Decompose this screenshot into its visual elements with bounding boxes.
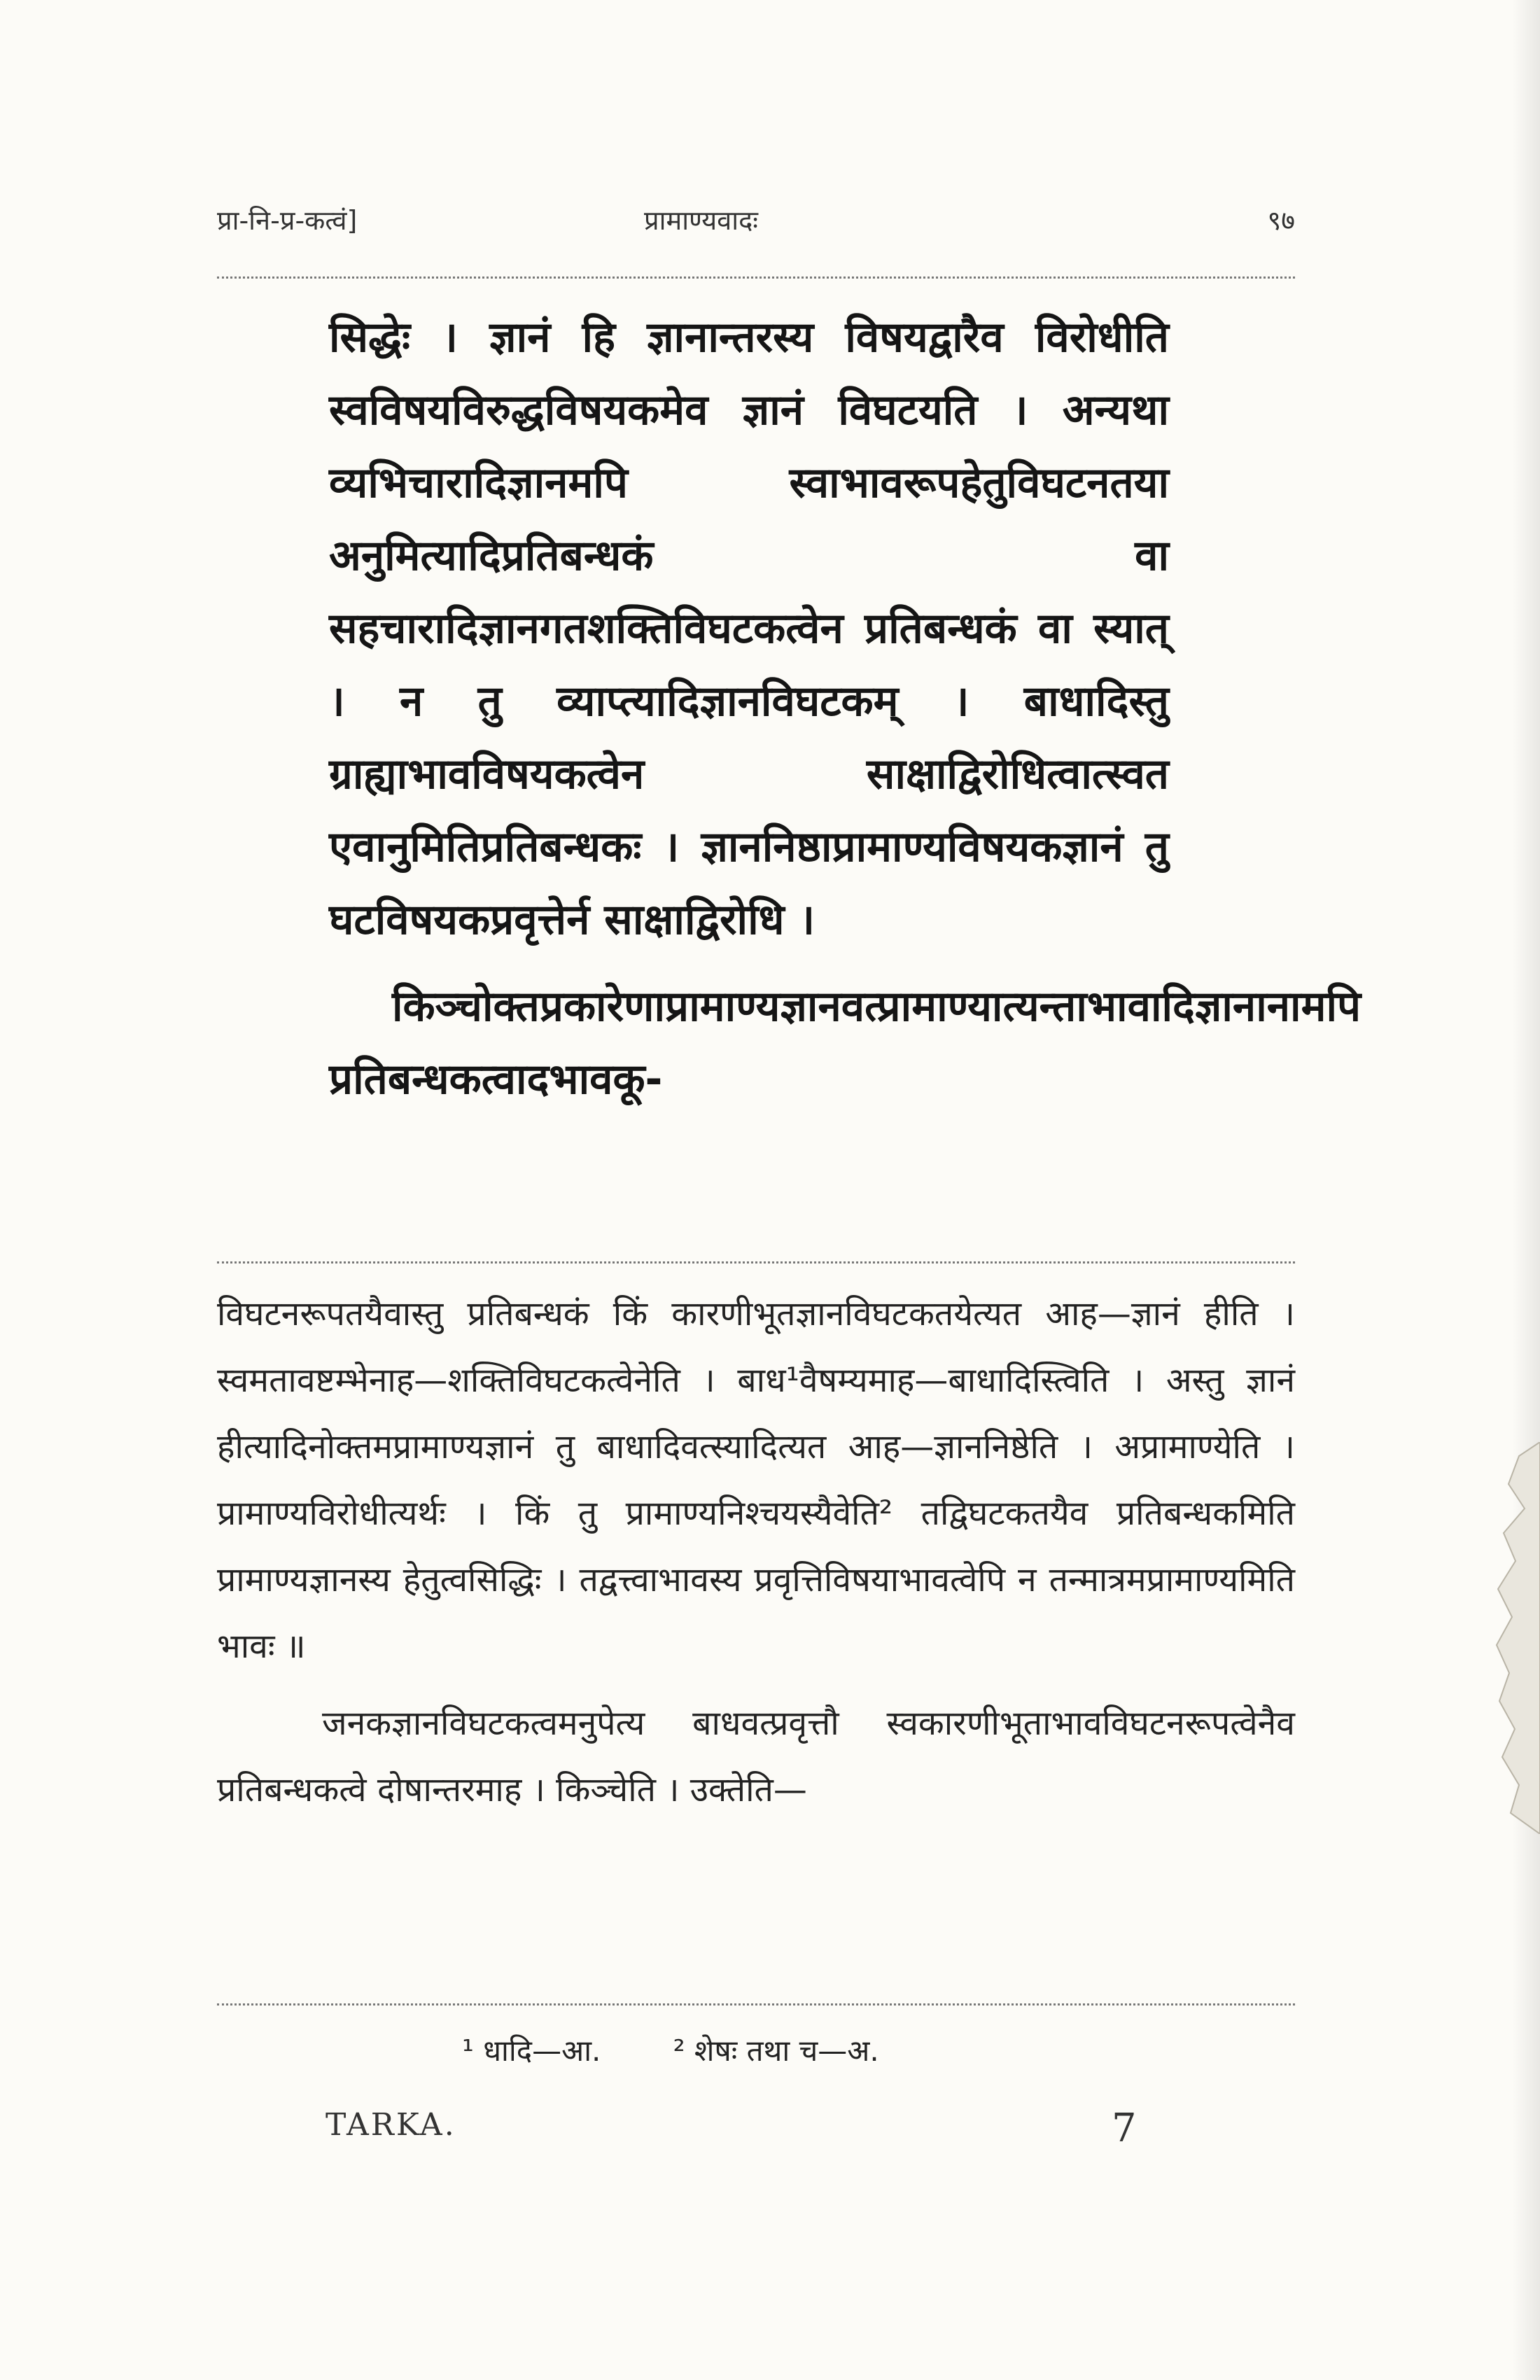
- main-text: [329, 301, 1362, 1116]
- commentary-rule: [217, 1261, 1295, 1264]
- footnote: ¹ धादि—आ.: [462, 2033, 601, 2068]
- footnotes: [462, 2030, 1092, 2070]
- page-edge-shadow: [1512, 0, 1540, 2380]
- signature-mark: TARKA.: [326, 2107, 456, 2143]
- commentary-paragraph: विघटनरूपतयैवास्तु प्रतिबन्धकं किं कारणीभूतज्ञानविघटकतयेत्यत आह—ज्ञानं हीति । स्वमतावष्टम्भेनाह—शक्तिविघटकत्वेनेति । बाध¹वैषम्यमाह—बाधादिस्त्विति । अस्तु ज्ञानं हीत्यादिनोक्तमप्रामाण्यज्ञानं तु बाधादिवत्स्यादित्यत आह—ज्ञाननिष्ठेति । अप्रामाण्येति । प्रामाण्यविरोधीत्यर्थः । किं तु प्रामाण्यनिश्चयस्यैवेति² तद्विघटकतयैव प्रतिबन्धकमिति प्रामाण्यज्ञानस्य हेतुत्वसिद्धिः । तद्वत्त्वाभावस्य प्रवृत्तिविषयाभावत्वेपि न तन्मात्रमप्रामाण्यमिति भावः ॥: [217, 1294, 1295, 1666]
- main-paragraph: सिद्धेः । ज्ञानं हि ज्ञानान्तरस्य विषयद्वारैव विरोधीति स्वविषयविरुद्धविषयकमेव ज्ञानं विघटयति । अन्यथा व्यभिचारादिज्ञानमपि स्वाभावरूपहेतुविघटनतया अनुमित्यादिप्रतिबन्धकं वा सहचारादिज्ञानगतशक्तिविघटकत्वेन प्रतिबन्धकं वा स्यात् । न तु व्याप्त्यादिज्ञानविघटकम् । बाधादिस्तु ग्राह्याभावविषयकत्वेन साक्षाद्विरोधित्वात्स्वत एवानुमितिप्रतिबन्धकः । ज्ञाननिष्ठाप्रामाण्यविषयकज्ञानं तु घटविषयकप्रवृत्तेर्न साक्षाद्विरोधि ।: [329, 313, 1169, 944]
- page-number: ९७: [1267, 205, 1295, 236]
- torn-edge-decoration: [1442, 1442, 1540, 1834]
- header-rule: [217, 276, 1295, 279]
- running-head: [217, 202, 1295, 251]
- main-paragraph: किञ्चोक्तप्रकारेणाप्रामाण्यज्ञानवत्प्रामाण्यात्यन्ताभावादिज्ञानानामपि प्रतिबन्धकत्वादभावकू-: [329, 982, 1362, 1104]
- footnote: ² शेषः तथा च—अ.: [673, 2033, 879, 2068]
- section-marker: प्रा-नि-प्र-कत्वं]: [217, 205, 358, 236]
- chapter-title: प्रामाण्यवादः: [644, 205, 758, 236]
- folio-number: 7: [1112, 2106, 1137, 2151]
- footnote-rule: [217, 2003, 1295, 2005]
- commentary-text: [217, 1281, 1295, 1823]
- commentary-paragraph: जनकज्ञानविघटकत्वमनुपेत्य बाधवत्प्रवृत्तौ स्वकारणीभूताभावविघटनरूपत्वेनैव प्रतिबन्धकत्वे दोषान्तरमाह । किञ्चेति । उक्तेति—: [217, 1704, 1295, 1809]
